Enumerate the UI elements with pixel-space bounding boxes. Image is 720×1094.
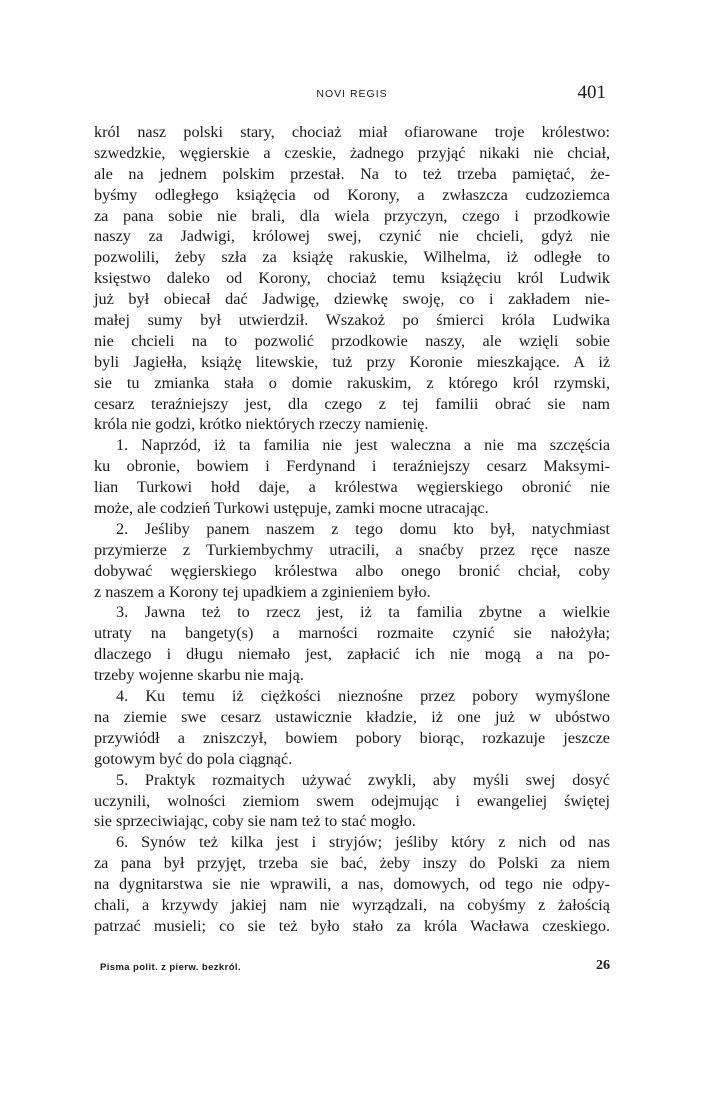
text-line: 2. Jeśliby panem naszem z tego domu kto był, natychmiast [116, 519, 610, 538]
text-line: za pana był przyjęt, trzeba sie bać, żeby inszy do Polski za niem [94, 854, 610, 873]
text-line: już był obiecał dać Jadwigę, dziewkę swoję, co i zakładem nie- [94, 290, 610, 309]
text-line: 3. Jawna też to rzecz jest, iż ta familia zbytne a wielkie [116, 603, 610, 622]
text-line: cesarz teraźniejszy jest, dla czego z tej familii obrać sie nam [94, 394, 610, 413]
text-line: naszy za Jadwigi, królowej swej, czynić nie chcieli, gdyż nie [94, 227, 610, 246]
running-title: NOVI REGIS [316, 88, 388, 100]
text-line: nie chcieli na to pozwolić przodkowie naszy, ale wzięli sobie [94, 331, 610, 350]
text-line: ale na jednem polskim przestał. Na to też trzeba pamiętać, że- [94, 164, 610, 183]
text-line: sie sprzeciwiając, coby sie nam też to stać mogło. [94, 812, 416, 831]
page-footer [100, 958, 610, 978]
text-line: byśmy odległego książęcia od Korony, a zwłaszcza cudzoziemca [94, 185, 610, 204]
sheet-number: 26 [596, 958, 610, 973]
text-line: szwedzkie, węgierskie a czeskie, żadnego przyjąć nikaki nie chciał, [94, 143, 610, 162]
text-line: trzeby wojenne skarbu nie mają. [94, 666, 304, 685]
text-line: na dygnitarstwa sie nie wprawili, a nas, domowych, od tego nie odpy- [94, 875, 610, 894]
text-line: dlaczego i długu niemało jest, zapłacić ich nie mogą a na po- [94, 645, 610, 664]
text-line: gotowym być do pola ciągnąć. [94, 749, 293, 768]
text-line: za pana sobie nie brali, dla wiela przyczyn, czego i przodkowie [94, 206, 610, 225]
text-line: z naszem a Korony tej upadkiem a zginieniem było. [94, 582, 431, 601]
book-page [94, 0, 610, 1094]
text-line: może, ale codzień Turkowi ustępuje, zamki mocne utracając. [94, 499, 489, 518]
text-line: sie tu zmianka stała o domie rakuskim, z którego król rzymski, [94, 373, 610, 392]
text-line: byli Jagiełła, książę litewskie, tuż przy Koronie mieszkające. A iż [94, 352, 610, 371]
text-line: patrzać musieli; co sie też było stało za króla Wacława czeskiego. [94, 916, 610, 935]
running-head [94, 82, 610, 106]
page-number: 401 [577, 82, 606, 103]
text-line: małej sumy był utwierdził. Wszakoż po śmierci króla Ludwika [94, 311, 610, 330]
text-line: uczynili, wolności ziemiom swem odejmując i ewangeliej świętej [94, 791, 610, 810]
text-line: przywiódł a zniszczył, bowiem pobory biorąc, rozkazuje jeszcze [94, 728, 610, 747]
text-line: ku obronie, bowiem i Ferdynand i teraźniejszy cesarz Maksymi- [94, 457, 610, 476]
text-line: 5. Praktyk rozmaitych używać zwykli, aby myśli swej dosyć [116, 770, 610, 789]
text-line: pozwolili, żeby szła za książę rakuskie, Wilhelma, iż odległe to [94, 248, 610, 267]
text-line: 4. Ku temu iż ciężkości nieznośne przez pobory wymyślone [116, 687, 610, 706]
text-line: król nasz polski stary, chociaż miał ofiarowane troje królestwo: [94, 123, 610, 141]
text-line: chali, a krzywdy jakiej nam nie wyrządzali, na cobyśmy z żałością [94, 895, 610, 914]
printer-signature: Pisma polit. z pierw. bezkról. [100, 962, 241, 973]
text-line: utraty na bangety(s) a marności rozmaite czynić sie nałożyła; [94, 624, 610, 643]
text-line: na ziemie swe cesarz ustawicznie kładzie, iż one już w ubóstwo [94, 707, 610, 726]
body-text [94, 122, 610, 937]
text-line: 6. Synów też kilka jest i stryjów; jeśliby który z nich od nas [116, 833, 610, 852]
text-line: 1. Naprzód, iż ta familia nie jest waleczna a nie ma szczęścia [116, 436, 610, 455]
text-line: króla nie godzi, krótko niektórych rzeczy namienię. [94, 415, 429, 434]
text-line: przymierze z Turkiembychmy utracili, a snaćby przez ręce nasze [94, 540, 610, 559]
text-line: lian Turkowi hołd daje, a królestwa węgierskiego obronić nie [94, 478, 610, 497]
text-line: dobywać węgierskiego królestwa albo onego bronić chciał, coby [94, 561, 610, 580]
text-line: księstwo daleko od Korony, chociaż temu książęciu król Ludwik [94, 269, 610, 288]
